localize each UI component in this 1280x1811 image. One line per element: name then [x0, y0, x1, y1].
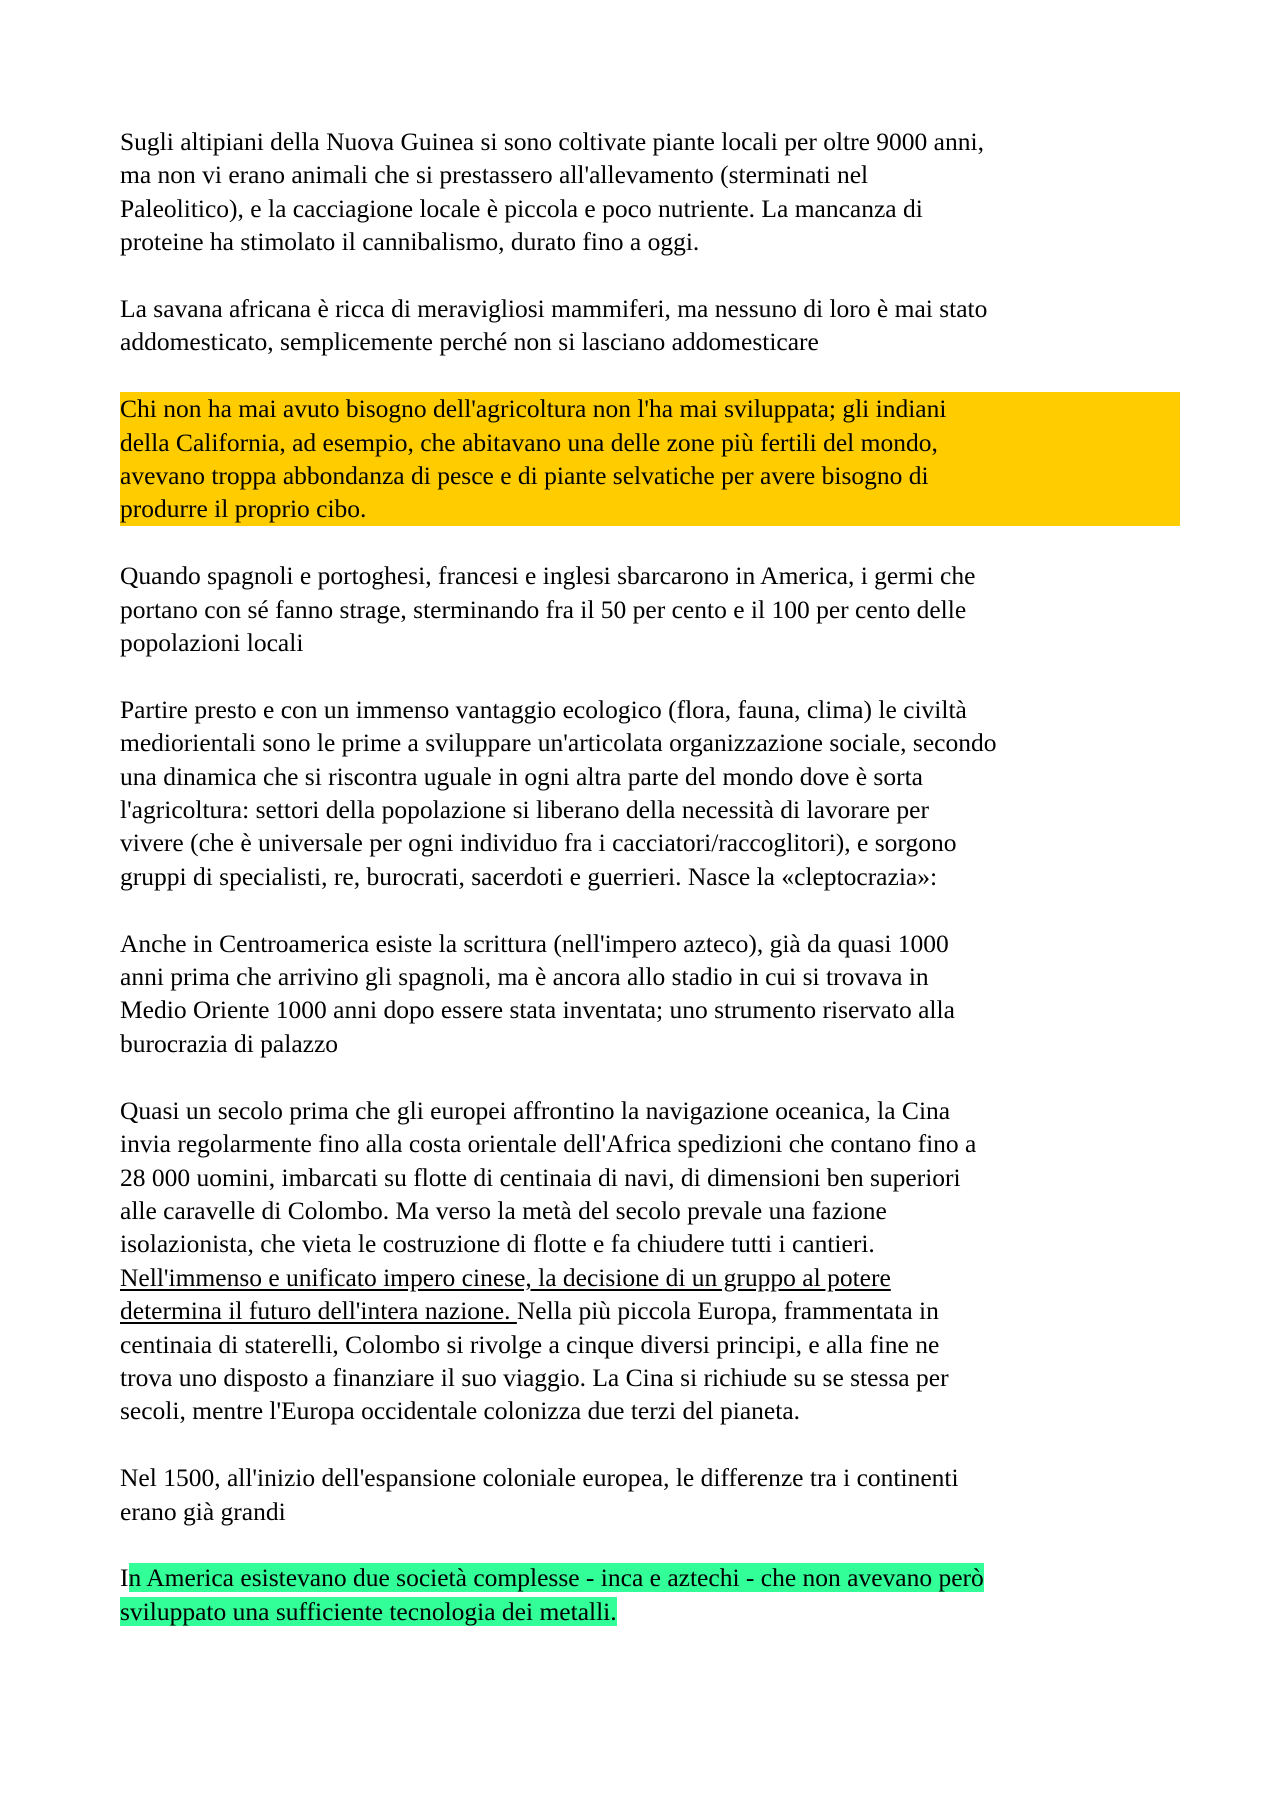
- plain-text: I: [120, 1563, 129, 1593]
- text-line: 28 000 uomini, imbarcati su flotte di centinaia di navi, di dimensioni ben superiori: [120, 1162, 961, 1192]
- text-line: mediorientali sono le prime a sviluppare un'articolata organizzazione sociale, secondo: [120, 728, 997, 758]
- paragraph-middle-east: [120, 693, 1170, 893]
- paragraph-year-1500: [120, 1461, 1170, 1528]
- plain-text: Nella più piccola Europa, frammentata in: [516, 1296, 939, 1326]
- document-page: [120, 125, 1170, 1662]
- text-line: anni prima che arrivino gli spagnoli, ma è ancora allo stadio in cui si trovava in: [120, 962, 929, 992]
- paragraph-central-america: [120, 927, 1170, 1061]
- paragraph-america-germs: [120, 559, 1170, 659]
- text-line: vivere (che è universale per ogni individuo fra i cacciatori/raccoglitori), e sorgono: [120, 828, 957, 858]
- text-line: Anche in Centroamerica esiste la scrittura (nell'impero azteco), già da quasi 1000: [120, 928, 949, 958]
- text-line: Partire presto e con un immenso vantaggio ecologico (flora, fauna, clima) le civiltà: [120, 694, 967, 724]
- text-line: Nel 1500, all'inizio dell'espansione coloniale europea, le differenze tra i continenti: [120, 1463, 959, 1493]
- highlighted-text: n America esistevano due società complesse - inca e aztechi - che non avevano però: [128, 1563, 984, 1593]
- text-line: Quasi un secolo prima che gli europei affrontino la navigazione oceanica, la Cina: [120, 1095, 951, 1125]
- paragraph-new-guinea: [120, 125, 1170, 259]
- paragraph-african-savanna: [120, 292, 1170, 359]
- text-line: secoli, mentre l'Europa occidentale colonizza due terzi del pianeta.: [120, 1396, 801, 1426]
- text-line: proteine ha stimolato il cannibalismo, durato fino a oggi.: [120, 227, 700, 257]
- text-line: della California, ad esempio, che abitavano una delle zone più fertili del mondo,: [120, 427, 938, 457]
- text-line: burocrazia di palazzo: [120, 1028, 339, 1058]
- paragraph-inca-aztecs-highlighted: [120, 1561, 1170, 1628]
- underlined-text: determina il futuro dell'intera nazione.: [120, 1296, 517, 1326]
- text-line: [120, 1561, 1170, 1594]
- text-line: popolazioni locali: [120, 628, 304, 658]
- text-line: La savana africana è ricca di meravigliosi mammiferi, ma nessuno di loro è mai stato: [120, 294, 988, 324]
- text-line: una dinamica che si riscontra uguale in ogni altra parte del mondo dove è sorta: [120, 761, 923, 791]
- text-line: [120, 1595, 1170, 1628]
- text-line: erano già grandi: [120, 1496, 286, 1526]
- text-line: Chi non ha mai avuto bisogno dell'agricoltura non l'ha mai sviluppata; gli indiani: [120, 394, 947, 424]
- text-line: portano con sé fanno strage, sterminando fra il 50 per cento e il 100 per cento delle: [120, 594, 967, 624]
- text-line: Paleolitico), e la cacciagione locale è piccola e poco nutriente. La mancanza di: [120, 193, 923, 223]
- underlined-text: Nell'immenso e unificato impero cinese, la decisione di un gruppo al potere: [120, 1262, 891, 1292]
- text-line: [120, 1261, 1170, 1294]
- text-line: gruppi di specialisti, re, burocrati, sacerdoti e guerrieri. Nasce la «cleptocrazia»:: [120, 861, 938, 891]
- text-line: Sugli altipiani della Nuova Guinea si sono coltivate piante locali per oltre 9000 anni,: [120, 127, 984, 156]
- text-line: Medio Oriente 1000 anni dopo essere stata inventata; uno strumento riservato alla: [120, 995, 955, 1025]
- text-line: l'agricoltura: settori della popolazione si liberano della necessità di lavorare per: [120, 795, 929, 825]
- text-line: avevano troppa abbondanza di pesce e di piante selvatiche per avere bisogno di: [120, 461, 929, 491]
- text-line: invia regolarmente fino alla costa orientale dell'Africa spedizioni che contano fino a: [120, 1129, 977, 1159]
- text-line: centinaia di staterelli, Colombo si rivolge a cinque diversi principi, e alla fine ne: [120, 1329, 940, 1359]
- text-line: alle caravelle di Colombo. Ma verso la metà del secolo prevale una fazione: [120, 1195, 887, 1225]
- text-line: trova uno disposto a finanziare il suo viaggio. La Cina si richiude su se stessa per: [120, 1362, 949, 1392]
- paragraph-china-navigation: [120, 1094, 1170, 1428]
- highlighted-text: sviluppato una sufficiente tecnologia dei metalli.: [120, 1596, 617, 1626]
- text-line: isolazionista, che vieta le costruzione di flotte e fa chiudere tutti i cantieri.: [120, 1229, 875, 1259]
- text-line: Quando spagnoli e portoghesi, francesi e inglesi sbarcarono in America, i germi che: [120, 561, 976, 591]
- text-line: [120, 1294, 1170, 1327]
- text-line: ma non vi erano animali che si prestassero all'allevamento (sterminati nel: [120, 160, 869, 190]
- paragraph-california-highlighted: [120, 392, 1180, 526]
- text-line: addomesticato, semplicemente perché non si lasciano addomesticare: [120, 327, 819, 357]
- text-line: produrre il proprio cibo.: [120, 494, 367, 524]
